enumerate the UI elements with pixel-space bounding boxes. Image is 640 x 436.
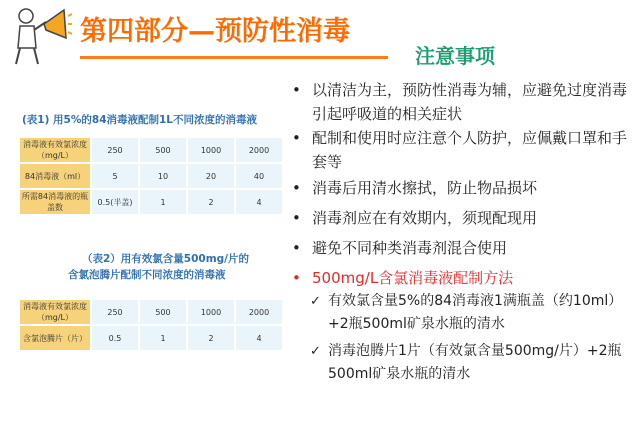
list-item-text: 500mg/L含氯消毒液配制方法 <box>312 269 514 287</box>
list-item <box>290 206 630 230</box>
table2-caption-line1: （表2）用有效氯含量500mg/片的 <box>82 253 250 265</box>
table-cell: 1 <box>139 325 187 350</box>
list-item-text: 避免不同种类消毒剂混合使用 <box>312 239 508 257</box>
title-underline <box>80 56 388 59</box>
table-cell: 4 <box>235 325 282 350</box>
bullet-dot-icon: • <box>292 129 301 147</box>
table1 <box>20 138 282 214</box>
table-cell: 2 <box>187 325 235 350</box>
table-cell: 0.5 <box>91 325 139 350</box>
table2 <box>20 300 282 350</box>
list-item-text: 以清洁为主，预防性消毒为辅，应避免过度消毒引起呼吸道的相关症状 <box>312 81 628 123</box>
table-row-label: 所需84消毒液的瓶盖数 <box>20 189 91 214</box>
table-cell: 2 <box>187 189 235 214</box>
list-item <box>290 176 630 200</box>
megaphone-person-icon <box>6 4 72 68</box>
check-mark-icon: ✓ <box>310 344 321 359</box>
sub-item-text: 消毒泡腾片1片（有效氯含量500mg/片）+2瓶500ml矿泉水瓶的清水 <box>328 343 622 382</box>
table-cell: 2000 <box>235 300 282 325</box>
table-row <box>20 138 282 163</box>
table-cell: 0.5(半盖) <box>91 189 139 214</box>
sub-item-text: 有效氯含量5%的84消毒液1满瓶盖（约10ml）+2瓶500ml矿泉水瓶的清水 <box>328 293 623 332</box>
table-cell: 1000 <box>187 300 235 325</box>
bullet-dot-icon: • <box>292 269 301 287</box>
table-cell: 500 <box>139 300 187 325</box>
notes-list <box>290 78 630 386</box>
bullet-dot-icon: • <box>292 81 301 99</box>
table2-caption-line2: 含氯泡腾片配制不同浓度的消毒液 <box>68 269 226 281</box>
list-item <box>290 78 630 126</box>
notes-heading: 注意事项 <box>415 44 495 68</box>
table-cell: 4 <box>235 189 282 214</box>
table-cell: 2000 <box>235 138 282 163</box>
table-cell: 10 <box>139 163 187 189</box>
table-cell: 1000 <box>187 138 235 163</box>
sub-item <box>290 290 630 336</box>
table-row-label: 消毒液有效氯浓度（mg/L） <box>20 300 91 325</box>
table-row <box>20 163 282 189</box>
bullet-dot-icon: • <box>292 209 301 227</box>
list-item <box>290 236 630 260</box>
list-item-highlight <box>290 266 630 290</box>
table-cell: 40 <box>235 163 282 189</box>
table-row <box>20 300 282 325</box>
list-item <box>290 126 630 174</box>
table-cell: 1 <box>139 189 187 214</box>
sub-item <box>290 340 630 386</box>
table-row <box>20 325 282 350</box>
list-item-text: 消毒后用清水擦拭，防止物品损坏 <box>312 179 538 197</box>
table-cell: 500 <box>139 138 187 163</box>
table-cell: 5 <box>91 163 139 189</box>
list-item-text: 消毒剂应在有效期内，须现配现用 <box>312 209 538 227</box>
table1-caption: (表1) 用5%的84消毒液配制1L不同浓度的消毒液 <box>22 114 257 126</box>
table-cell: 250 <box>91 300 139 325</box>
bullet-dot-icon: • <box>292 239 301 257</box>
table-cell: 20 <box>187 163 235 189</box>
bullet-dot-icon: • <box>292 179 301 197</box>
table-row-label: 84消毒液（ml） <box>20 163 91 189</box>
check-mark-icon: ✓ <box>310 294 321 309</box>
table-row <box>20 189 282 214</box>
table-cell: 250 <box>91 138 139 163</box>
list-item-text: 配制和使用时应注意个人防护，应佩戴口罩和手套等 <box>312 129 628 171</box>
table-row-label: 含氯泡腾片（片） <box>20 325 91 350</box>
table-row-label: 消毒液有效氯浓度（mg/L） <box>20 138 91 163</box>
page-title: 第四部分—预防性消毒 <box>80 16 350 47</box>
